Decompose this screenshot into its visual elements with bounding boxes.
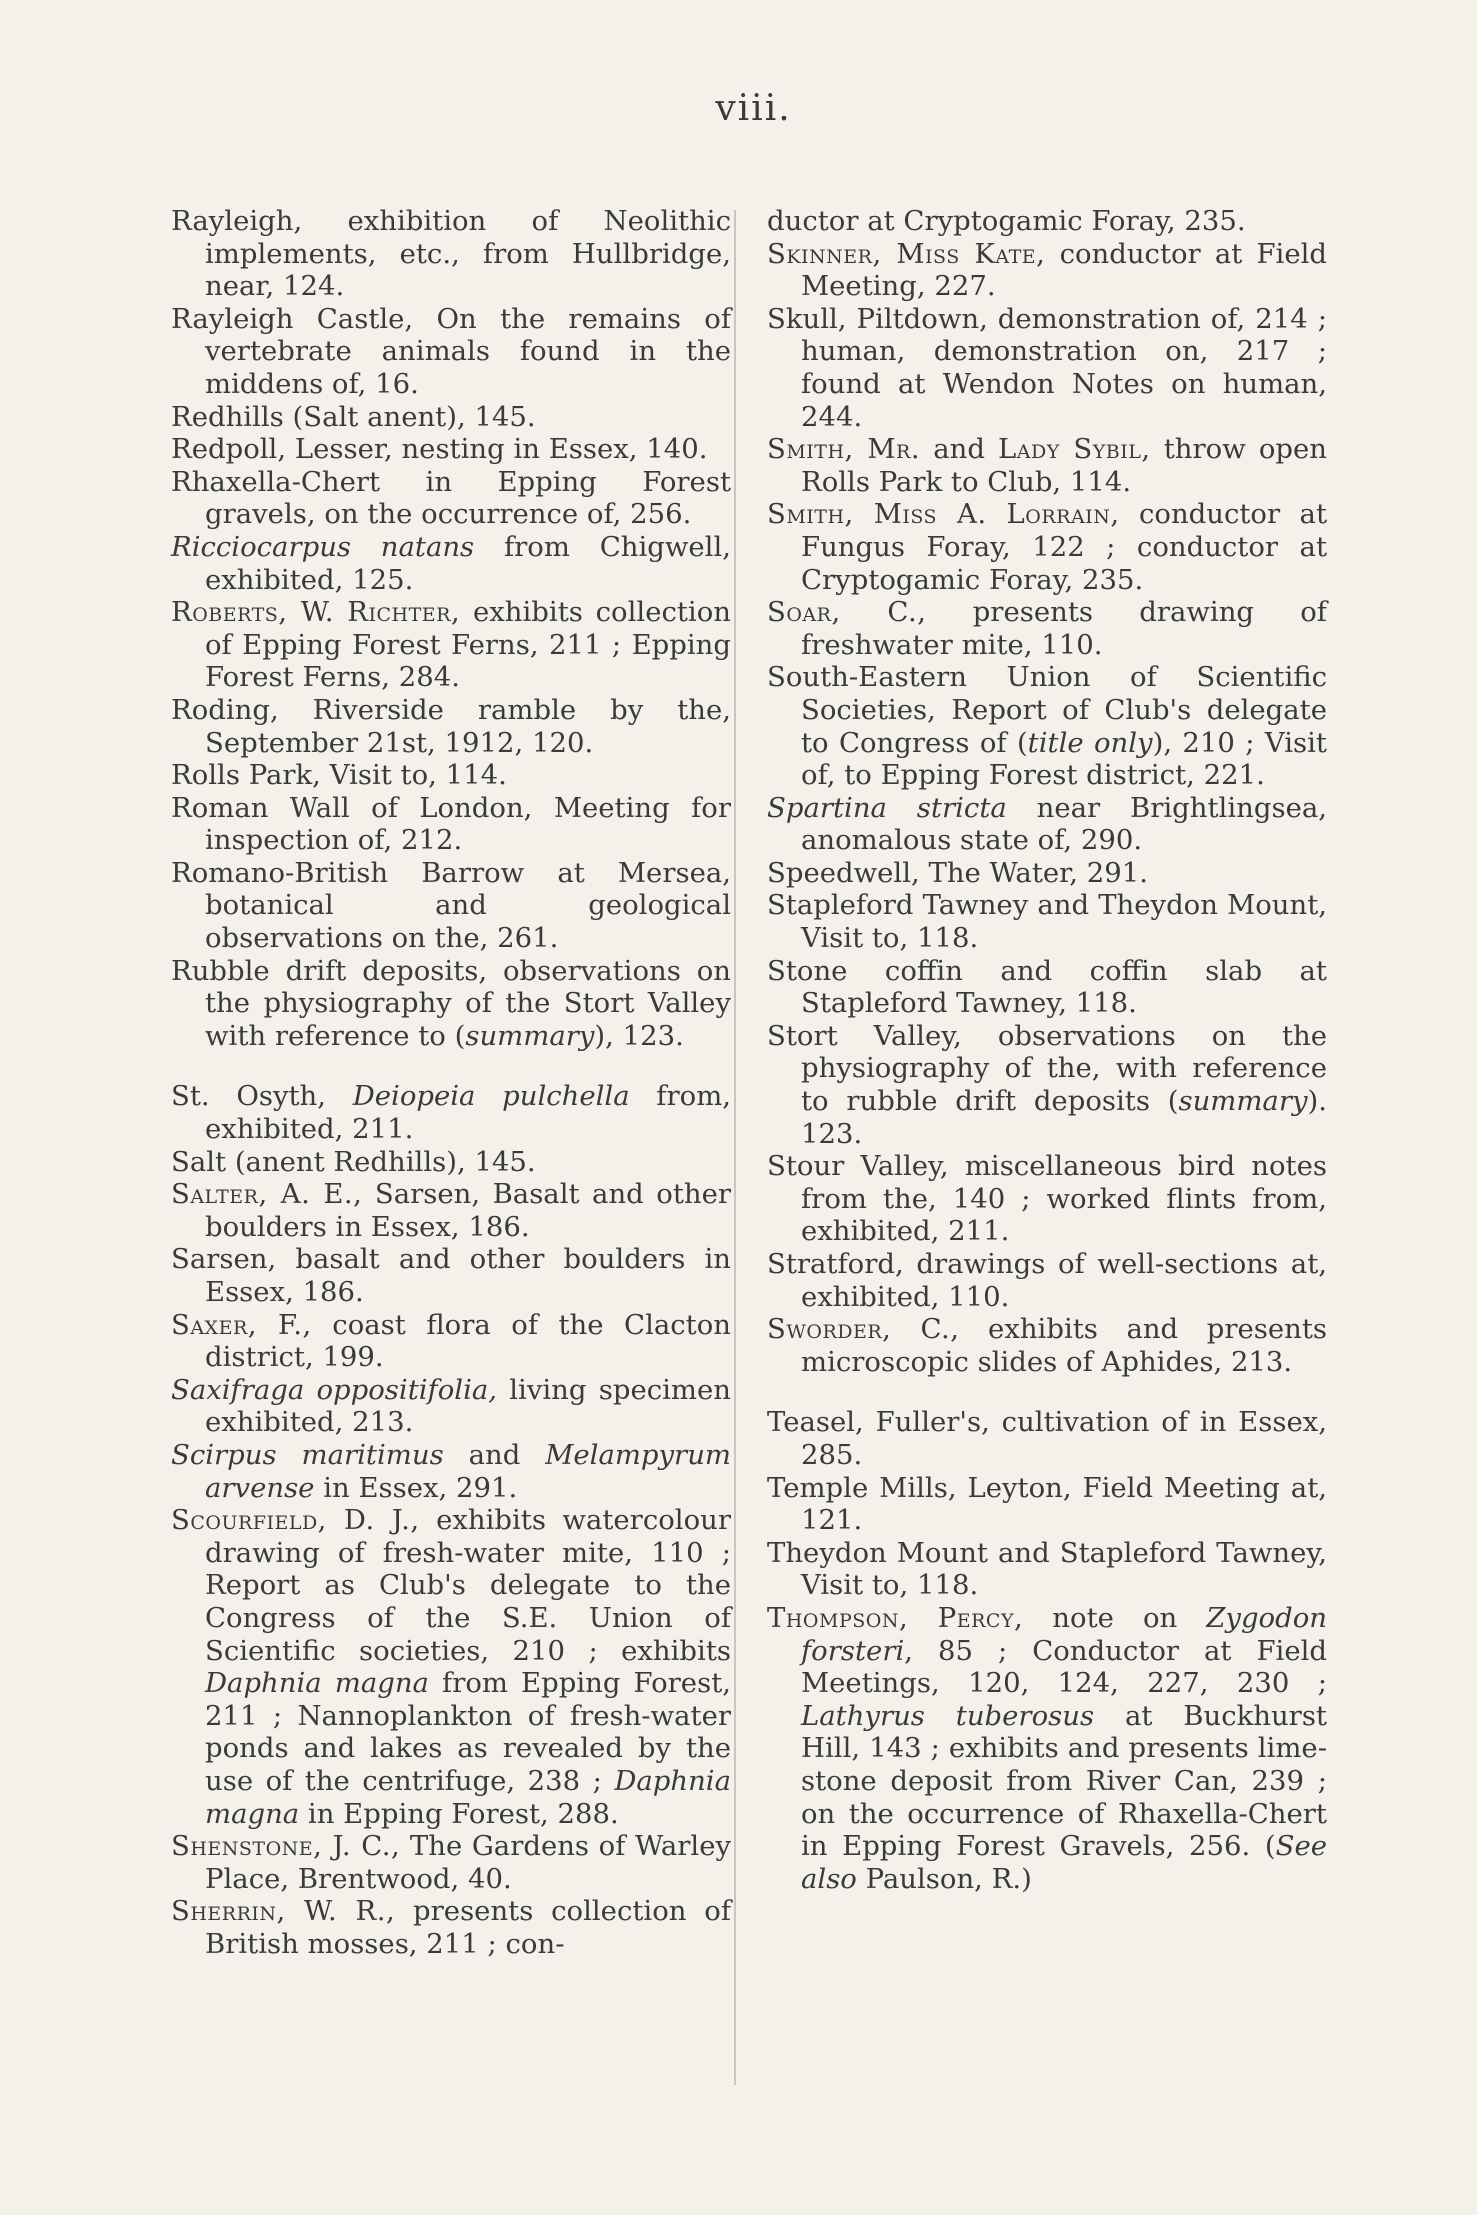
index-entry [767, 955, 1327, 1020]
name-small-caps: Roberts, W. Richter, [171, 596, 461, 629]
entry-text: Roding, Riverside ramble by the, September 21st, 1912, 120. [171, 693, 731, 759]
index-entry [171, 433, 731, 466]
entry-text: exhibits watercolour drawing of fresh-water mite, 110 ; Report as Club's delegate to the Congress of the S.E. Union of Scientific societies, 210 ; exhibits [205, 1504, 731, 1667]
entry-text: Stratford, drawings of well-sections at, exhibited, 110. [767, 1248, 1327, 1313]
index-entry [171, 401, 731, 434]
section-gap [767, 1378, 1327, 1406]
entry-text: throw open Rolls Park to Club, 114. [801, 433, 1327, 498]
index-entry [171, 303, 731, 401]
index-entry [767, 1602, 1327, 1895]
italic-text: Daphnia magna [205, 1764, 731, 1830]
entry-text: exhibits and presents microscopic slides of Aphides, 213. [801, 1313, 1327, 1378]
italic-text: Saxifraga oppositifolia, [171, 1373, 498, 1406]
entry-text: in Essex, 291. [314, 1471, 518, 1504]
name-small-caps: Sherrin, W. R., [171, 1895, 396, 1928]
index-entry [767, 1150, 1327, 1248]
italic-text: Spartina stricta [767, 791, 1007, 824]
entry-text: Stapleford Tawney and Theydon Mount, Visit to, 118. [767, 889, 1327, 955]
index-entry [767, 205, 1327, 238]
index-entry [171, 759, 731, 792]
name-small-caps: Soar, C., [767, 596, 927, 629]
italic-text: Daphnia magna [205, 1667, 429, 1700]
index-entry [171, 1146, 731, 1179]
index-entry [171, 955, 731, 1053]
entry-text: exhibits collection of Epping Forest Ferns, 211 ; Epping Forest Ferns, 284. [205, 596, 731, 694]
name-small-caps: Sworder, C., [767, 1313, 960, 1346]
index-entry [171, 466, 731, 531]
entry-text: Salt (anent Redhills), 145. [171, 1145, 536, 1178]
entry-text: Stour Valley, miscellaneous bird notes from the, 140 ; worked flints from, exhibited, 211. [767, 1150, 1327, 1248]
entry-text: , 85 ; Conductor at Field Meetings, 120, 124, 227, 230 ; [801, 1634, 1327, 1700]
entry-text: Stone coffin and coffin slab at Stapleford Tawney, 118. [767, 954, 1327, 1020]
name-small-caps: Scourfield, D. J., [171, 1504, 420, 1537]
entry-text: Rolls Park, Visit to, 114. [171, 759, 507, 792]
entry-text: Speedwell, The Water, 291. [767, 856, 1148, 889]
index-entry [171, 1895, 731, 1960]
italic-text: Zygodon forsteri [801, 1601, 1327, 1667]
name-small-caps: Smith, Miss A. Lorrain, [767, 498, 1120, 531]
entry-text: conductor at Field Meeting, 227. [801, 237, 1328, 303]
index-entry [767, 303, 1327, 433]
name-small-caps: Thompson, Percy, [767, 1601, 1024, 1634]
index-entry [171, 1178, 731, 1243]
entry-text: ), 210 ; Visit of, to Epping Forest district, 221. [801, 726, 1327, 792]
entry-text: Rayleigh Castle, On the remains of vertebrate animals found in the middens of, 16. [171, 302, 731, 400]
italic-text: Melampyrum arvense [205, 1438, 731, 1504]
column-divider [734, 210, 736, 2085]
entry-text: ductor at Cryptogamic Foray, 235. [767, 205, 1246, 237]
entry-text: The Gardens of Warley Place, Brentwood, 40. [205, 1830, 732, 1895]
section-gap [171, 1052, 731, 1080]
entry-text: near Brightlingsea, anomalous state of, 290. [801, 791, 1327, 857]
index-entry [171, 1830, 731, 1895]
italic-text: See also [801, 1830, 1327, 1895]
index-entry [171, 531, 731, 596]
index-entry [171, 792, 731, 857]
index-entry [171, 1309, 731, 1374]
entry-text: Teasel, Fuller's, cultivation of in Essex, 285. [767, 1406, 1327, 1471]
index-entry [767, 1472, 1327, 1537]
entry-text: note on [1023, 1601, 1207, 1634]
entry-text: Paulson, R.) [856, 1862, 1032, 1895]
index-entry [171, 1080, 731, 1145]
index-entry [171, 857, 731, 955]
index-entry [171, 1504, 731, 1830]
entry-text: Rubble drift deposits, observations on the physiography of the Stort Valley with reference to ( [171, 954, 731, 1052]
entry-text: Sarsen, basalt and other boulders in Essex, 186. [171, 1243, 731, 1308]
entry-text: Theydon Mount and Stapleford Tawney, Visit to, 118. [767, 1536, 1327, 1602]
entry-text: from Chigwell, exhibited, 125. [205, 530, 731, 596]
index-entry [767, 433, 1327, 498]
italic-text: title only [1027, 726, 1153, 759]
index-entry [171, 1243, 731, 1308]
index-entry [767, 1406, 1327, 1471]
index-entry [767, 1020, 1327, 1150]
entry-text: Redhills (Salt anent), 145. [171, 400, 536, 433]
index-entry [171, 205, 731, 303]
index-entry [767, 1248, 1327, 1313]
index-entry [767, 1313, 1327, 1378]
index-entry [171, 694, 731, 759]
entry-text: St. Osyth, [171, 1080, 353, 1113]
name-small-caps: Smith, Mr. [767, 433, 921, 466]
entry-text: presents drawing of freshwater mite, 110. [801, 596, 1327, 661]
index-entry [171, 1374, 731, 1439]
index-column-left [171, 205, 731, 1960]
index-entry [767, 498, 1327, 596]
name-small-caps: Skinner, Miss Kate, [767, 237, 1046, 270]
italic-text: Ricciocarpus natans [171, 530, 475, 563]
entry-text: from, exhibited, 211. [205, 1080, 732, 1146]
entry-text: Rhaxella-Chert in Epping Forest gravels, on the occurrence of, 256. [171, 465, 731, 531]
index-entry [767, 889, 1327, 954]
italic-text: summary [1178, 1085, 1308, 1118]
entry-text: Stort Valley, observations on the physiography of the, with reference to rubble drift deposits ( [767, 1019, 1327, 1118]
entry-text: ), 123. [594, 1019, 684, 1052]
entry-text: coast flora of the Clacton district, 199. [205, 1308, 731, 1374]
entry-text: Skull, Piltdown, demonstration of, 214 ; human, demonstration on, 217 ; found at Wendon Notes on human, 244. [767, 302, 1327, 433]
name-small-caps: Shenstone, J. C., [171, 1830, 401, 1863]
italic-text: summary [465, 1019, 595, 1052]
index-entry [767, 792, 1327, 857]
entry-text: Romano-British Barrow at Mersea, botanical and geological observations on the, 261. [171, 856, 731, 955]
index-entry [171, 596, 731, 694]
entry-text: Roman Wall of London, Meeting for inspection of, 212. [171, 791, 731, 857]
entry-text: and [443, 1438, 546, 1471]
index-entry [767, 238, 1327, 303]
entry-text: conductor at Fungus Foray, 122 ; conductor at Cryptogamic Foray, 235. [801, 498, 1327, 596]
entry-text: in Epping Forest, 288. [299, 1797, 619, 1830]
page-number: viii. [715, 88, 792, 129]
entry-text: South-Eastern Union of Scientific Societies, Report of Club's delegate to Congress of ( [767, 661, 1327, 759]
entry-text: Temple Mills, Leyton, Field Meeting at, 121. [767, 1471, 1327, 1537]
entry-text: Redpoll, Lesser, nesting in Essex, 140. [171, 433, 708, 466]
name-small-caps: Lady Sybil, [998, 433, 1151, 466]
index-column-right [767, 205, 1327, 1895]
entry-text: ). 123. [801, 1085, 1327, 1150]
name-small-caps: Salter, A. E., [171, 1178, 363, 1211]
italic-text: Scirpus maritimus [171, 1438, 444, 1471]
index-entry [767, 596, 1327, 661]
index-entry [767, 1537, 1327, 1602]
entry-text: at Buckhurst Hill, 143 ; exhibits and presents lime-stone deposit from River Can, 239 ; on the occurrence of Rhaxella-Chert in Epping Forest Gravels, 256. ( [801, 1699, 1327, 1863]
entry-text: living specimen exhibited, 213. [205, 1373, 731, 1439]
index-entry [767, 857, 1327, 890]
entry-text: Rayleigh, exhibition of Neolithic implements, etc., from Hullbridge, near, 124. [171, 205, 731, 303]
entry-text: and [920, 433, 999, 466]
entry-text: presents collection of British mosses, 211 ; con- [205, 1895, 731, 1960]
italic-text: Lathyrus tuberosus [801, 1699, 1095, 1732]
entry-text: Sarsen, Basalt and other boulders in Essex, 186. [205, 1178, 731, 1243]
name-small-caps: Saxer, F., [171, 1308, 312, 1341]
entry-text: from Epping Forest, 211 ; Nannoplankton of fresh-water ponds and lakes as revealed by the use of the centrifuge, 238 ; [205, 1667, 731, 1797]
index-entry [767, 661, 1327, 791]
italic-text: Deiopeia pulchella [352, 1080, 630, 1113]
index-entry [171, 1439, 731, 1504]
